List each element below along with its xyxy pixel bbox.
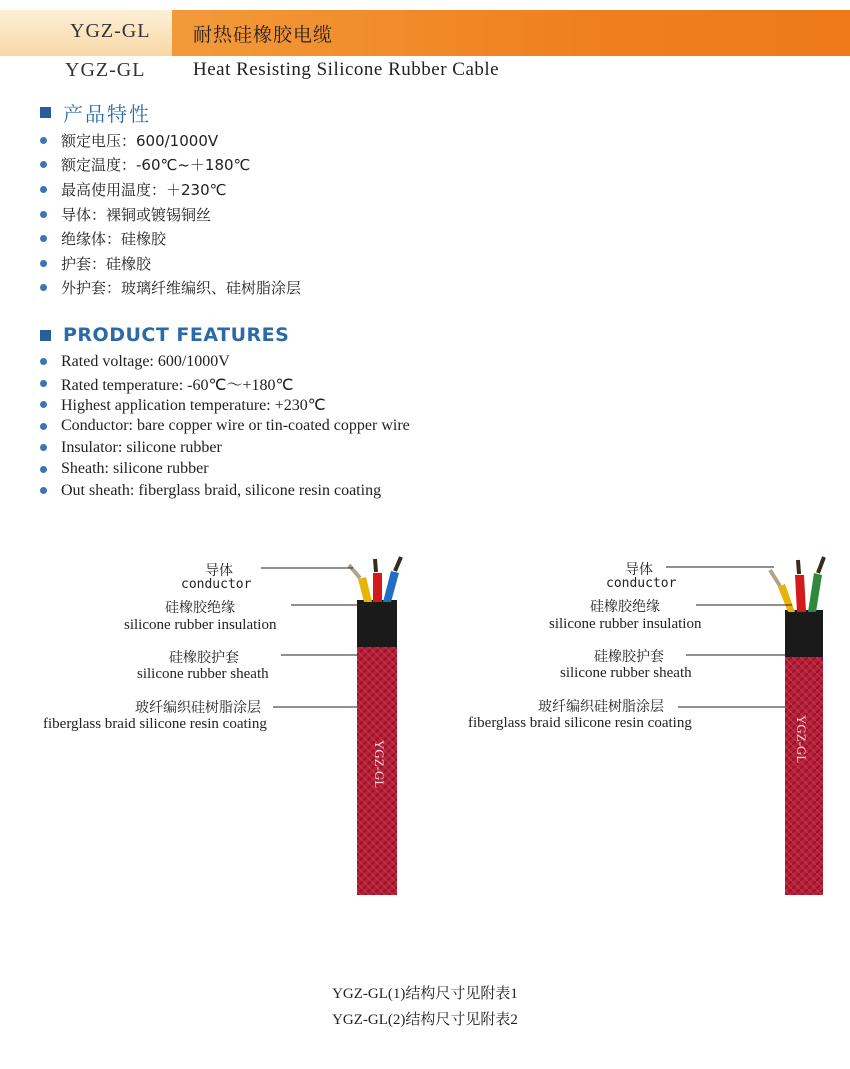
reference-text: YGZ-GL(2)结构尺寸见附表2 — [332, 1012, 518, 1028]
product-title-en: Heat Resisting Silicone Rubber Cable — [193, 59, 500, 80]
label-braid-en: fiberglass braid silicone resin coating — [43, 716, 267, 732]
features-heading-en-text: PRODUCT FEATURES — [63, 324, 290, 346]
list-item — [40, 276, 301, 301]
feature-text: 额定电压：600/1000V — [61, 131, 219, 150]
label-sheath-en: silicone rubber sheath — [137, 666, 269, 682]
bullet-dot-icon — [40, 235, 47, 242]
list-item — [40, 373, 410, 395]
feature-text: 导体：裸铜或镀锡铜丝 — [61, 205, 212, 224]
label-conductor-en: conductor — [181, 577, 252, 592]
label-braid-en: fiberglass braid silicone resin coating — [468, 715, 692, 731]
feature-text: 最高使用温度：＋230℃ — [61, 180, 227, 199]
cable-diagram-2 — [440, 545, 840, 905]
feature-text: 外护套：玻璃纤维编织、硅树脂涂层 — [61, 279, 302, 298]
feature-text: 绝缘体：硅橡胶 — [61, 230, 167, 249]
label-insulation-cn: 硅橡胶绝缘 — [165, 600, 235, 616]
reference-note-2 — [0, 1008, 850, 1029]
braided-jacket — [785, 655, 823, 895]
list-item — [40, 480, 410, 502]
bullet-dot-icon — [40, 260, 47, 267]
model-code: YGZ-GL — [70, 20, 151, 42]
feature-text: Highest application temperature: +230℃ — [61, 396, 326, 414]
bullet-dot-icon — [40, 401, 47, 408]
label-sheath-en: silicone rubber sheath — [560, 665, 692, 681]
feature-text: Conductor: bare copper wire or tin-coated copper wire — [61, 417, 410, 435]
features-heading-en — [40, 324, 289, 346]
cable-diagram-1 — [35, 545, 435, 905]
list-item — [40, 202, 301, 227]
reference-text: YGZ-GL(1)结构尺寸见附表1 — [332, 986, 518, 1002]
list-item — [40, 251, 301, 276]
square-bullet-icon — [40, 107, 51, 118]
label-conductor-cn: 导体 — [205, 563, 233, 579]
rubber-sheath — [357, 600, 397, 647]
core-red — [795, 575, 806, 612]
label-sheath-cn: 硅橡胶护套 — [169, 650, 239, 666]
list-item — [40, 351, 410, 373]
bullet-dot-icon — [40, 423, 47, 430]
core-blue — [383, 571, 399, 602]
list-item — [40, 416, 410, 438]
features-list-cn — [40, 128, 301, 300]
features-list-en — [40, 351, 410, 502]
feature-text: Out sheath: fiberglass braid, silicone resin coating — [61, 481, 382, 499]
list-item — [40, 437, 410, 459]
label-insulation-en: silicone rubber insulation — [549, 616, 702, 632]
core-green — [808, 573, 822, 612]
core-red — [373, 573, 382, 602]
features-heading-cn — [40, 98, 151, 127]
bullet-dot-icon — [40, 137, 47, 144]
bullet-dot-icon — [40, 358, 47, 365]
list-item — [40, 394, 410, 416]
list-item — [40, 177, 301, 202]
square-bullet-icon — [40, 330, 51, 341]
model-code-en: YGZ-GL — [65, 59, 146, 81]
bullet-dot-icon — [40, 284, 47, 291]
bullet-dot-icon — [40, 466, 47, 473]
copper-conductor — [770, 570, 780, 586]
label-conductor-en: conductor — [606, 576, 677, 591]
feature-text: Rated temperature: -60℃～+180℃ — [61, 376, 294, 394]
label-braid-cn: 玻纤编织硅树脂涂层 — [538, 699, 664, 715]
cable-marking: YGZ-GL — [372, 740, 387, 789]
feature-text: Rated voltage: 600/1000V — [61, 352, 230, 370]
core-yellow — [358, 577, 372, 602]
bullet-dot-icon — [40, 487, 47, 494]
list-item — [40, 153, 301, 178]
bullet-dot-icon — [40, 211, 47, 218]
feature-text: 护套：硅橡胶 — [61, 254, 152, 273]
bullet-dot-icon — [40, 161, 47, 168]
core-yellow — [778, 584, 795, 612]
list-item — [40, 128, 301, 153]
label-conductor-cn: 导体 — [625, 562, 653, 578]
feature-text: 额定温度：-60℃~＋180℃ — [61, 156, 251, 175]
feature-text: Insulator: silicone rubber — [61, 438, 222, 456]
reference-note-1 — [0, 982, 850, 1003]
label-sheath-cn: 硅橡胶护套 — [594, 649, 664, 665]
label-insulation-en: silicone rubber insulation — [124, 617, 277, 633]
features-heading-cn-text: 产品特性 — [63, 102, 151, 126]
feature-text: Sheath: silicone rubber — [61, 460, 209, 478]
list-item — [40, 459, 410, 481]
product-title-cn: 耐热硅橡胶电缆 — [193, 24, 334, 46]
copper-conductor — [349, 565, 360, 578]
cable-marking: YGZ-GL — [794, 715, 809, 764]
rubber-sheath — [785, 610, 823, 657]
bullet-dot-icon — [40, 186, 47, 193]
bullet-dot-icon — [40, 380, 47, 387]
bullet-dot-icon — [40, 444, 47, 451]
label-braid-cn: 玻纤编织硅树脂涂层 — [135, 700, 261, 716]
label-insulation-cn: 硅橡胶绝缘 — [590, 599, 660, 615]
list-item — [40, 226, 301, 251]
